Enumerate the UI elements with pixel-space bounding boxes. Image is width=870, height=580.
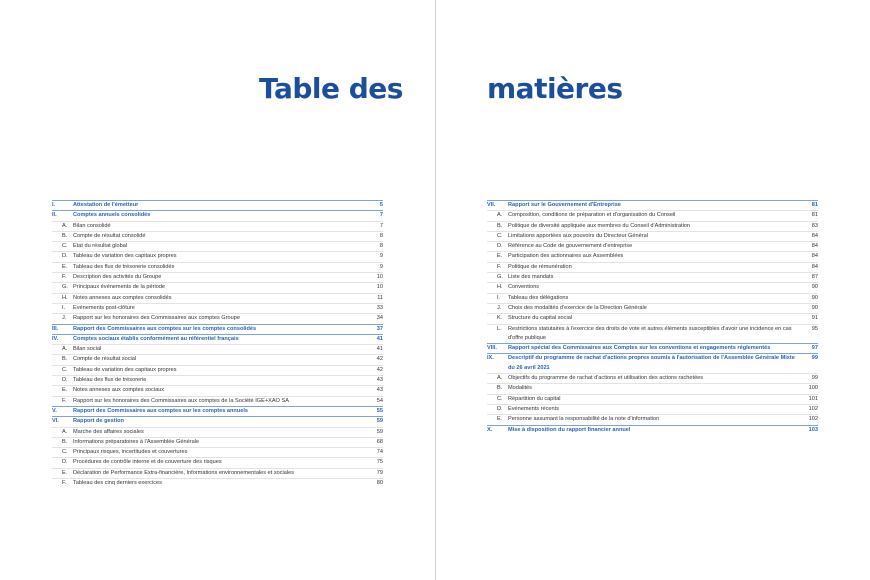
entry-letter: C. [497,395,503,402]
entry-letter: F. [62,397,67,404]
section-number: I. [52,202,56,208]
entry-title: Evénements récents [508,405,559,412]
toc-entry[interactable] [487,394,818,404]
section-page: 55 [376,407,383,414]
entry-title: Composition, conditions de préparation et d'organisation du Conseil [508,212,676,219]
section-title: Attestation de l'émetteur [73,202,139,208]
entry-page: 84 [811,243,818,250]
toc-entry[interactable] [52,468,383,478]
entry-letter: E. [62,469,68,476]
toc-entry[interactable] [52,447,383,457]
entry-letter: A. [497,375,503,382]
section-number: IX. [487,355,494,362]
entry-title: Compte de résultat consolidé [73,232,146,239]
section-title: Rapport spécial des Commissaires aux Comptes sur les conventions et engagements réglementés [508,345,771,352]
toc-entry[interactable] [52,344,383,354]
entry-letter: A. [62,222,68,229]
entry-title: Participation des actionnaires aux Assemblées [508,253,624,260]
toc-entry[interactable] [487,373,818,383]
entry-letter: I. [497,294,501,301]
entry-letter: B. [62,232,68,239]
section-page: 37 [376,325,383,332]
toc-entry[interactable] [487,404,818,414]
entry-page: 99 [811,375,818,382]
section-number: V. [52,407,57,414]
entry-letter: G. [62,284,68,291]
section-page: 59 [376,418,383,425]
section-title: Rapport de gestion [73,418,124,425]
toc-entry[interactable] [487,251,818,261]
section-page: 81 [811,202,818,208]
entry-letter: D. [62,253,68,260]
toc-section [52,406,383,416]
entry-letter: C. [62,243,68,250]
toc-section-heading[interactable] [52,201,383,210]
toc-entry[interactable] [487,272,818,282]
section-title: Comptes annuels consolidés [73,212,151,219]
toc-entry[interactable] [52,303,383,313]
toc-entry[interactable] [52,282,383,292]
section-title: Descriptif du programme de rachat d'actions propres soumis à l'autorisation de l'Assemblée Générale Mixte du 26 avril 2021 [508,355,795,371]
entry-letter: A. [62,346,68,353]
toc-entry[interactable] [487,293,818,303]
entry-page: 91 [811,315,818,322]
toc-section [487,353,818,424]
entry-letter: D. [62,459,68,466]
entry-title: Etat du résultat global [73,243,128,250]
entry-title: Liste des mandats [508,274,554,281]
toc-section-heading[interactable] [487,201,818,210]
entry-title: Tableau des flux de trésorerie [73,377,147,384]
entry-page: 41 [376,346,383,353]
entry-title: Evénements post-clôture [73,304,135,311]
toc-right-column [487,200,818,435]
entry-letter: F. [497,263,502,270]
section-number: VII. [487,202,496,208]
entry-page: 59 [376,428,383,435]
entry-title: Choix des modalités d'exercice de la Direction Générale [508,304,647,311]
entry-title: Référence au Code de gouvernement d'entreprise [508,243,633,250]
toc-entry[interactable] [52,221,383,231]
entry-title: Principaux événements de la période [73,284,166,291]
entry-page: 84 [811,263,818,270]
entry-letter: E. [62,263,68,270]
toc-entry[interactable] [52,313,383,323]
section-title: Rapport des Commissaires aux comptes sur les comptes consolidés [73,325,257,332]
entry-letter: B. [497,222,503,229]
entry-title: Rapport sur les honoraires des Commissaires aux comptes de la Société IGE+XAO SA [73,397,289,404]
page-gutter [435,0,436,580]
entry-page: 87 [811,274,818,281]
entry-page: 84 [811,253,818,260]
entry-title: Compte de résultat social [73,356,137,363]
entry-letter: D. [497,405,503,412]
toc-section [487,425,818,435]
entry-letter: L. [497,325,502,332]
entry-title: Modalités [508,385,532,392]
entry-letter: A. [62,428,68,435]
entry-title: Restrictions statutaires à l'exercice des droits de vote et autres éléments susceptibles d'avoir une incidence en cas d'offre publique [508,325,792,341]
entry-letter: B. [62,356,68,363]
entry-letter: H. [497,284,503,291]
entry-page: 79 [376,469,383,476]
entry-letter: G. [497,274,503,281]
toc-section-heading[interactable] [487,426,818,435]
entry-letter: J. [497,304,502,311]
entry-title: Tableau de variation des capitaux propres [73,253,177,260]
entry-page: 42 [376,366,383,373]
toc-entry[interactable] [487,221,818,231]
entry-title: Tableau des cinq derniers exercices [73,480,162,487]
entry-page: 8 [379,243,383,250]
entry-page: 34 [376,315,383,322]
entry-letter: C. [62,449,68,456]
page-title-part1: Table des [259,72,403,105]
entry-title: Bilan consolidé [73,222,111,229]
toc-entry[interactable] [52,365,383,375]
section-title: Mise à disposition du rapport financier annuel [508,426,631,433]
entry-title: Tableau de variation des capitaux propres [73,366,177,373]
entry-title: Personne assumant la responsabilité de la note d'information [508,416,660,423]
entry-page: 95 [811,325,818,332]
entry-page: 90 [811,294,818,301]
entry-letter: F. [62,480,67,487]
entry-title: Marche des affaires sociales [73,428,144,435]
toc-section [487,343,818,353]
toc-section [52,324,383,334]
entry-page: 84 [811,232,818,239]
section-title: Rapport sur le Gouvernement d'Entreprise [508,202,621,208]
entry-title: Limitations apportées aux pouvoirs du Directeur Général [508,232,648,239]
entry-letter: C. [62,366,68,373]
toc-entry[interactable] [52,396,383,406]
entry-page: 7 [379,222,383,229]
entry-page: 90 [811,304,818,311]
entry-title: Procédures de contrôle interne et de couverture des risques [73,459,222,466]
toc-entry[interactable] [52,457,383,467]
toc-section-heading[interactable] [52,211,383,220]
toc-entry[interactable] [487,414,818,424]
toc-section-heading[interactable] [52,407,383,416]
section-number: VI. [52,418,59,425]
entry-page: 10 [376,274,383,281]
entry-title: Déclaration de Performance Extra-financière, Informations environnementales et sociales [73,469,295,476]
section-number: VIII. [487,345,497,352]
entry-page: 10 [376,284,383,291]
entry-page: 90 [811,284,818,291]
toc-section-heading[interactable] [52,417,383,426]
entry-letter: I. [62,304,66,311]
section-page: 103 [808,426,818,433]
section-title: Comptes sociaux établis conformément au référentiel français [73,335,239,342]
toc-entry[interactable] [487,313,818,323]
toc-entry[interactable] [487,303,818,313]
entry-title: Objectifs du programme de rachat d'actions et utilisation des actions rachetées [508,375,704,382]
toc-entry[interactable] [52,354,383,364]
entry-title: Répartition du capital [508,395,561,402]
entry-page: 33 [376,304,383,311]
toc-entry[interactable] [52,272,383,282]
entry-title: Rapport sur les honoraires des Commissaires aux comptes Groupe [73,315,240,322]
entry-page: 43 [376,377,383,384]
entry-letter: F. [62,274,67,281]
toc-left-column [52,200,383,488]
entry-page: 80 [376,480,383,487]
entry-letter: E. [497,253,503,260]
toc-entry[interactable] [487,231,818,241]
toc-entry[interactable] [52,231,383,241]
entry-page: 102 [808,416,818,423]
section-number: X. [487,426,493,433]
entry-letter: E. [62,387,68,394]
toc-section [52,210,383,323]
entry-page: 100 [808,385,818,392]
toc-entry[interactable] [487,383,818,393]
toc-entry[interactable] [52,478,383,488]
entry-page: 75 [376,459,383,466]
toc-entry[interactable] [52,375,383,385]
entry-letter: A. [497,212,503,219]
entry-page: 102 [808,405,818,412]
toc-entry[interactable] [52,437,383,447]
entry-letter: B. [62,438,68,445]
toc-section [52,334,383,406]
toc-section [52,200,383,210]
toc-entry[interactable] [52,241,383,251]
section-title: Rapport des Commissaires aux comptes sur les comptes annuels [73,407,249,414]
entry-title: Tableau des flux de trésorerie consolidés [73,263,175,270]
entry-page: 81 [811,212,818,219]
entry-letter: B. [497,385,503,392]
toc-entry[interactable] [487,282,818,292]
entry-page: 43 [376,387,383,394]
section-page: 7 [379,212,383,219]
toc-section-heading[interactable] [52,325,383,334]
entry-page: 42 [376,356,383,363]
toc-section-heading[interactable] [52,335,383,344]
toc-entry[interactable] [52,293,383,303]
toc-section [487,200,818,343]
entry-title: Notes annexes aux comptes sociaux [73,387,165,394]
entry-letter: K. [497,315,503,322]
section-page: 5 [379,202,383,208]
toc-section-heading[interactable] [487,354,818,373]
entry-letter: D. [497,243,503,250]
entry-page: 101 [808,395,818,402]
toc-entry[interactable] [52,385,383,395]
entry-page: 68 [376,438,383,445]
page-title-part2: matières [487,72,623,105]
entry-title: Principaux risques, incertitudes et couvertures [73,449,188,456]
section-number: III. [52,325,59,332]
entry-letter: D. [62,377,68,384]
section-page: 99 [811,355,818,362]
entry-page: 74 [376,449,383,456]
entry-letter: J. [62,315,67,322]
entry-page: 54 [376,397,383,404]
entry-page: 9 [379,263,383,270]
entry-page: 9 [379,253,383,260]
entry-letter: H. [62,294,68,301]
section-page: 97 [811,345,818,352]
section-number: IV. [52,335,59,342]
entry-title: Description des activités du Groupe [73,274,162,281]
entry-title: Conventions [508,284,540,291]
entry-title: Informations préparatoires à l'Assemblée Générale [73,438,200,445]
section-page: 41 [376,335,383,342]
entry-letter: E. [497,416,503,423]
entry-page: 11 [377,294,383,301]
entry-title: Structure du capital social [508,315,573,322]
entry-page: 83 [811,222,818,229]
toc-entry[interactable] [52,427,383,437]
toc-entry[interactable] [52,262,383,272]
entry-title: Notes annexes aux comptes consolidés [73,294,172,301]
entry-page: 8 [379,232,383,239]
entry-title: Politique de diversité appliquée aux membres du Conseil d'Administration [508,222,691,229]
section-number: II. [52,212,57,219]
toc-entry[interactable] [487,324,818,344]
toc-section-heading[interactable] [487,344,818,353]
toc-section [52,416,383,488]
entry-title: Tableau des délégations [508,294,569,301]
entry-letter: C. [497,232,503,239]
toc-entry[interactable] [487,210,818,220]
entry-title: Bilan social [73,346,102,353]
entry-title: Politique de rémunération [508,263,572,270]
toc-entry[interactable] [52,251,383,261]
toc-entry[interactable] [487,241,818,251]
toc-entry[interactable] [487,262,818,272]
